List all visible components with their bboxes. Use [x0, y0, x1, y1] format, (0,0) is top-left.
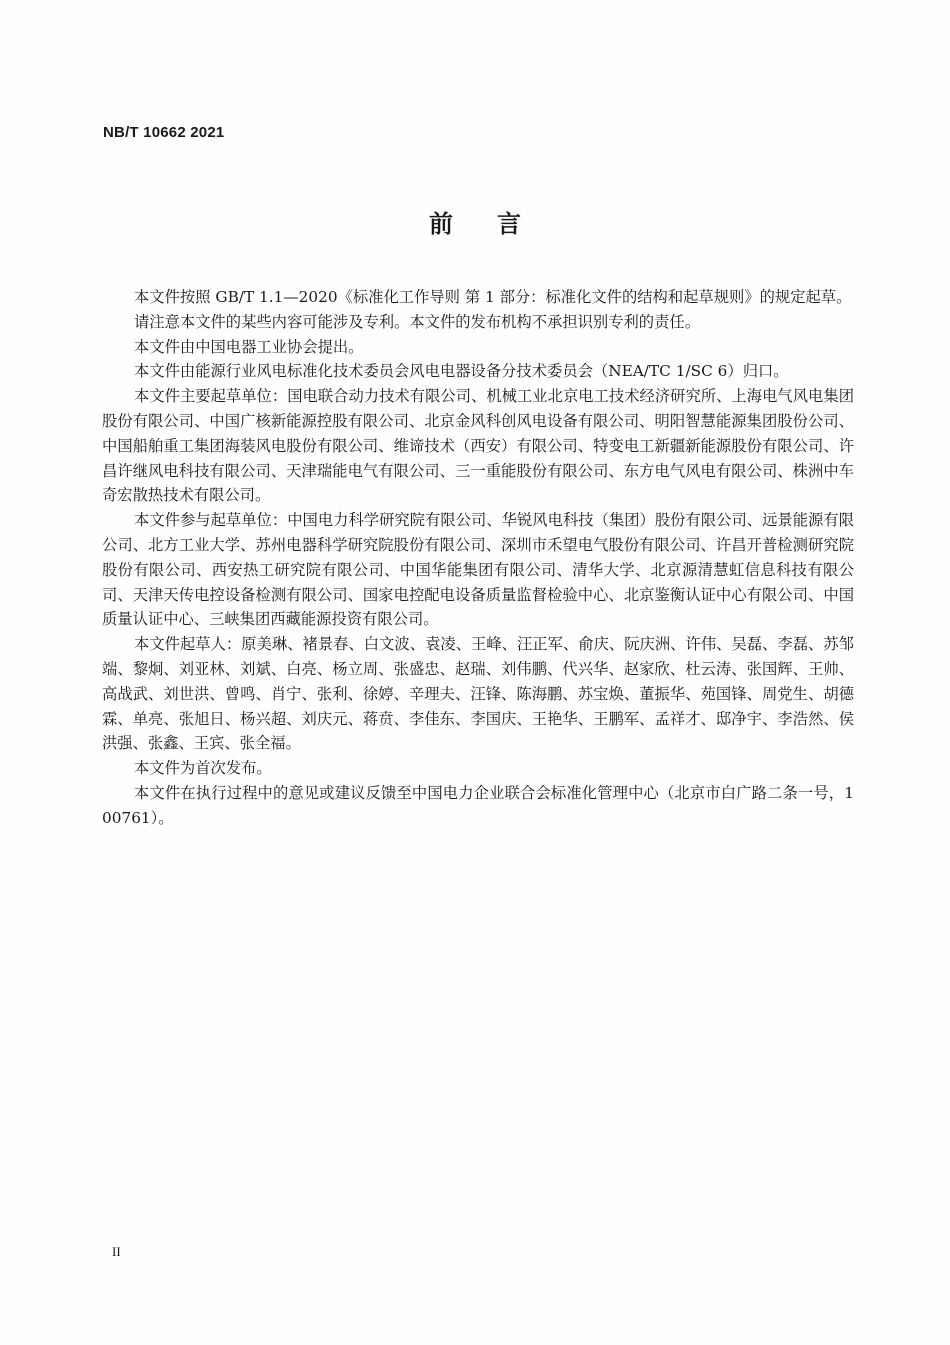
paragraph-participating-units: 本文件参与起草单位：中国电力科学研究院有限公司、华锐风电科技（集团）股份有限公司、远景能源有限公司、北方工业大学、苏州电器科学研究院股份有限公司、深圳市禾望电气股份有限公司、许昌开普检测研究院股份有限公司、西安热工研究院有限公司、中国华能集团有限公司、清华大学、北京源清慧虹信息科技有限公司、天津天传电控设备检测有限公司、国家电控配电设备质量监督检验中心、北京鉴衡认证中心有限公司、中国质量认证中心、三峡集团西藏能源投资有限公司。 — [102, 511, 854, 629]
standard-code: NB/T 10662 2021 — [103, 124, 225, 141]
paragraph-drafters: 本文件起草人：原美琳、褚景春、白文波、袁凌、王峰、汪正军、俞庆、阮庆洲、许伟、吴磊、李磊、苏邹端、黎炯、刘亚林、刘斌、白亮、杨立周、张盛忠、赵瑞、刘伟鹏、代兴华、赵家欣、杜云涛、张国辉、王帅、高战武、刘世洪、曾鸣、肖宁、张利、徐婷、辛理夫、汪锋、陈海鹏、苏宝焕、董振华、苑国锋、周党生、胡德霖、单亮、张旭日、杨兴超、刘庆元、蒋贲、李佳东、李国庆、王艳华、王鹏军、孟祥才、邸净宇、李浩然、侯洪强、张鑫、王宾、张全福。 — [102, 635, 854, 753]
paragraph-responsible-committee: 本文件由能源行业风电标准化技术委员会风电电器设备分技术委员会（NEA/TC 1/SC 6）归口。 — [134, 362, 789, 381]
page-title: 前言 — [429, 209, 565, 238]
paragraph-first-edition: 本文件为首次发布。 — [134, 759, 272, 778]
foreword-body — [102, 285, 854, 831]
page-number: II — [112, 1244, 121, 1259]
paragraph-feedback: 本文件在执行过程中的意见或建议反馈至中国电力企业联合会标准化管理中心（北京市白广路二条一号，100761）。 — [102, 783, 854, 827]
paragraph-drafting-rules: 本文件按照 GB/T 1.1—2020《标准化工作导则 第 1 部分：标准化文件的结构和起草规则》的规定起草。 — [134, 288, 852, 306]
paragraph-proposer: 本文件由中国电器工业协会提出。 — [134, 337, 364, 356]
paragraph-main-drafting-units: 本文件主要起草单位：国电联合动力技术有限公司、机械工业北京电工技术经济研究所、上海电气风电集团股份有限公司、中国广核新能源控股有限公司、北京金风科创风电设备有限公司、明阳智慧能源集团股份公司、中国船舶重工集团海装风电股份有限公司、维谛技术（西安）有限公司、特变电工新疆新能源股份有限公司、许昌许继风电科技有限公司、天津瑞能电气有限公司、三一重能股份有限公司、东方电气风电有限公司、株洲中车奇宏散热技术有限公司。 — [102, 387, 854, 505]
paragraph-patent-notice: 请注意本文件的某些内容可能涉及专利。本文件的发布机构不承担识别专利的责任。 — [134, 312, 700, 331]
